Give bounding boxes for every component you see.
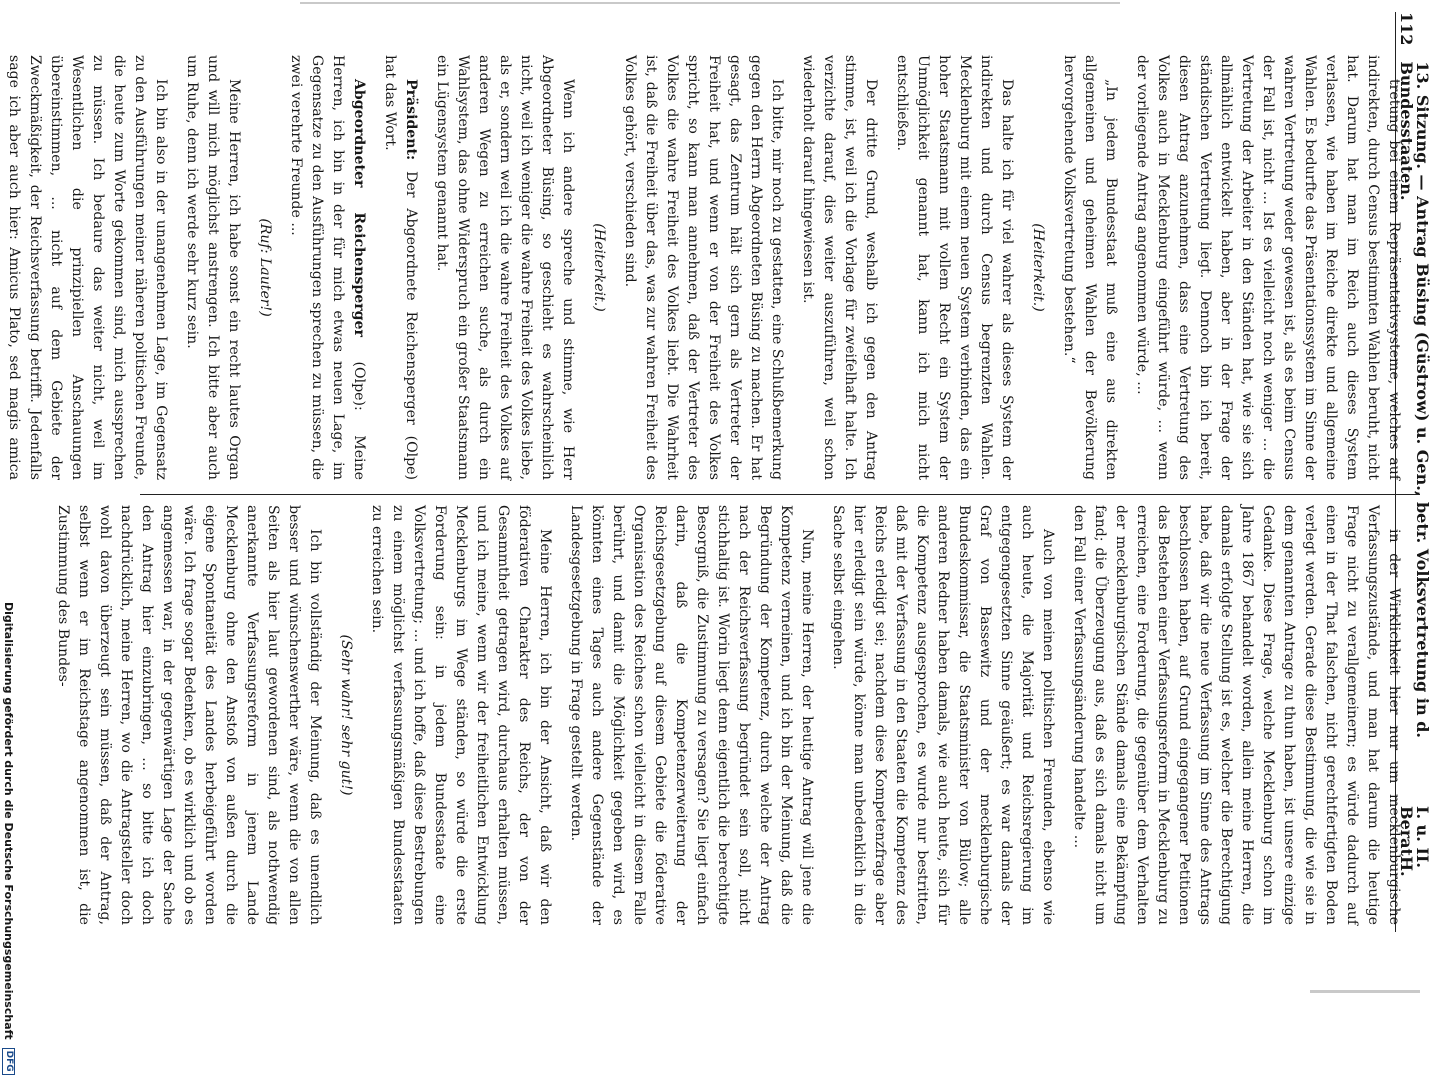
paragraph: tretung bei einem Repräsentativsysteme, welches auf indirekten, durch Census bestimmten Wahlen beruht, nicht hat. Darum hat man im Reich auch dieses System verlassen, wie haben im Reiche direkte und allgemeine Wahlen. Es bedurfte das Präsentationssystem im Sinne der wahren Vertretung weder gewesen ist, als es beim Census der Fall ist, nicht ... Ist es vielleicht noch weniger ... die Vertretung der Arbeiter in den Ständen hat, wie sie sich allmählich entwickelt haben, aber in der Frage der ständischen Vertretung liegt. Dennoch bin ich bereit, diesen Antrag anzunehmen, dass eine Vertretung des Volkes auch in Mecklenburg eingeführt würde, ... wenn der vorliegende Antrag angenommen würde, ... <box>1134 55 1402 480</box>
paragraph: in der Wirklichkeit hier nur um mecklenburgische Verfassungszustände, und man hat darum die heutige Frage nicht zu verallgemeinern; es würde dadurch auf einen in der That falschen, nicht gerechtfertigten Boden verlegt werden. Gerade diese Bestimmung, die wie sie in dem genannten Antrage zu thun haben, ist unsere einzige Gedanke. Diese Frage, welche Mecklenburg schon im Jahre 1867 behandelt worden, allein meine Herren, die damals erfolgte Stellung ist es, welcher die Berechtigung habe, daß wir die neue Verfassung im Sinne des Antrags beschlossen haben, auf Grund eingegangener Petitionen das Bestehen einer Verfassungsreform in Mecklenburg zu erreichen, eine Forderung, die gegenüber dem Verhalten der mecklenburgischen Stände damals eine Bekämpfung fand; die Überzeugung aus, daß es sich damals nicht um den Fall einer Verfassungsänderung handelte ... <box>1071 505 1402 925</box>
speaker-text: Der Abgeordnete Reichensperger (Olpe) hat das Wort. <box>382 55 419 481</box>
page-number: 112 <box>1397 12 1416 46</box>
column-divider <box>140 494 1420 495</box>
footer-attribution <box>2 602 16 1072</box>
quoted-motion: „In jedem Bundesstaat muß eine aus direkten allgemeinen und geheimen Wahlen der Bevölkerung hervorgehende Volksvertretung bestehen.“ <box>1061 55 1119 480</box>
paragraph: Meine Herren, ich bin der Ansicht, daß wir den föderativen Charakter des Reichs, der von der Gesammtheit getragen wird, durchaus erhalten müssen, und ich meine, wenn wir der freiheitlichen Entwicklung Mecklenburgs im Wege ständen, so würde die erste Forderung sein: in jedem Bundesstaate eine Volksvertretung; ... und ich hoffe, daß diese Bestrebungen zu einem möglichst verfassungsmäßigen Bundesstaaten zu erreichen sein. <box>369 505 553 925</box>
column-left <box>6 55 1404 481</box>
interjection: (Heiterkeit.) <box>1030 223 1046 312</box>
paragraph: Ich bitte, mir noch zu gestatten, eine Schlußbemerkung gegen den Herrn Abgeordneten Büsing zu machen. Er hat gesagt, das Zentrum hält sich gern als Vertreter der Freiheit hat, und wenn er von der Freiheit des Volkes spricht, so kann man annehmen, daß der Vertreter des Volkes die wahre Freiheit des Volkes liebt. Die Wahrheit ist, daß die Freiheit über das, was zur wahren Freiheit des Volkes gehört, verschieden sind. <box>622 55 785 480</box>
interjection: (Ruf: Lauter!) <box>257 218 273 317</box>
speaker-line <box>379 55 421 480</box>
interjection: (Heiterkeit.) <box>591 223 607 312</box>
speaker-name: Präsident: <box>403 79 419 161</box>
reading-label: I. u. II. BeratH. <box>1397 806 1432 877</box>
paragraph: Ich bin vollständig der Meinung, daß es unendlich besser und wünschenswerther wäre, wenn die von allen Seiten als hier laut gewordenen sind, als nothwendig anerkannte Verfassungsreform in jenem Lande Mecklenburg ohne den Anstoß von außen durch die eigene Spontaneität des Landes herbeigeführt worden wäre. Ich frage sogar Bedenken, ob es wirklich und ob es angemessen war, in der gegenwärtigen Lage der Sache den Antrag hier einzubringen, ... so bitte ich doch nachdrücklich, meine Herren, wo die Antragsteller doch wohl davon überzeugt sein müssen, daß der Antrag, selbst wenn er im Reichstage angenommen ist, die Zustimmung des Bundes- <box>55 505 323 925</box>
speaker-name: Abgeordneter Reichensperger <box>351 79 367 337</box>
scan-edge-bottom <box>1310 990 1420 993</box>
attribution-text: Digitalisierung gefördert durch die Deutsche Forschungsgemeinschaft <box>2 602 16 1040</box>
speaker-text: (Olpe): Meine Herren, ich bin in der für mich etwas neuen Lage, im Gegensatze zu den Ausführungen sprechen zu müssen, die zwei verehrte Freunde ... <box>288 55 367 480</box>
paragraph: Nun, meine Herren, der heutige Antrag will jene die Kompetenz verneinen, und ich bin der Meinung, daß die Begründung der Kompetenz, durch welche der Antrag nach der Reichsverfassung begründet sein soll, nicht stichhaltig ist. Worin liegt denn eigentlich die berechtigte Besorgniß, die Zustimmung zu versagen? Sie liegt einfach darin, daß die Kompetenzerweiterung der Reichsgesetzgebung auf diesem Gebiete die föderative Organisation des Reiches schon vielleicht in diesem Falle berührt, und damit die Möglichkeit gegeben wird, es könnten eines Tages auch andere Gegenstände der Landesgesetzgebung in Frage gestellt werden. <box>568 505 815 925</box>
paragraph: Ich bin also in der unangenehmen Lage, im Gegensatz zu den Ausführungen meiner näheren politischen Freunde, die heute zum Worte gekommen sind, mich aussprechen zu müssen. Ich bedaure das weiter nicht, weil im Wesentlichen die prinzipiellen Anschauungen übereinstimmen, ... nicht auf dem Gebiete der Zweckmäßigkeit, der Reichsverfassung betrifft. Jedenfalls sage ich aber auch hier: Amicus Plato, sed magis amica <box>6 55 169 480</box>
session-title: 13. Sitzung. — Antrag Büsing (Güstrow) u. Gen., betr. Volksvertretung in d. Bundesstaaten. <box>1397 61 1432 738</box>
paragraph: Wenn ich andere spreche und stimme, wie Herr Abgeordneter Büsing, so geschieht es wahrscheinlich nicht, weil ich weniger die wahre Freiheit des Volkes liebe, als er, sondern weil ich die wahre Freiheit des Volkes auf anderen Wegen zu erreichen suche, als durch ein Wahlsystem, das ohne Widerspruch ein großer Staatsmann ein Lügensystem genannt hat. <box>434 55 576 480</box>
paragraph: Auch von meinen politischen Freunden, ebenso wie auch heute, die Majorität und Reichsregierung im entgegengesetzten Sinne geäußert; es war damals der Graf von Bassewitz und der mecklenburgische Bundeskommissar, die Staatsminister von Bülow; alle anderen Redner haben damals, wie auch heute, sich für die Kompetenz ausgesprochen, es wurde nur bestritten, daß mit der Verfassung in den Staaten die Kompetenz des Reichs erledigt sei; nachdem diese Kompetenzfrage aber hier erledigt sein würde, könne man unbedenklich in die Sache selbst eingehen. <box>830 505 1056 925</box>
paragraph: Der dritte Grund, weshalb ich gegen den Antrag stimme, ist, weil ich die Vorlage für zweifelhaft halte. Ich verzichte darauf, dies weiter auszuführen, weil schon wiederholt darauf hingewiesen ist. <box>800 55 879 480</box>
paragraph: Meine Herren, ich habe sonst ein recht lautes Organ und will mich möglichst anstrengen. Ich bitte aber auch um Ruhe, denn ich werde sehr kurz sein. <box>184 55 242 480</box>
dfg-logo-icon: DFG <box>3 1048 16 1075</box>
interjection: (Sehr wahr! sehr gut!) <box>338 634 354 796</box>
speaker-line <box>285 55 369 480</box>
column-right <box>55 505 1404 925</box>
paragraph: Das halte ich für viel wahrer als dieses System der indirekten und durch Census begrenzten Wahlen. Mecklenburg mit einem neuen System verbinden, das ein hoher Staatsmann mit vollem Recht ein System der Unmöglichkeit genannt hat, kann ich mich nicht entschließen. <box>894 55 1015 480</box>
scan-edge-top <box>300 2 1120 4</box>
